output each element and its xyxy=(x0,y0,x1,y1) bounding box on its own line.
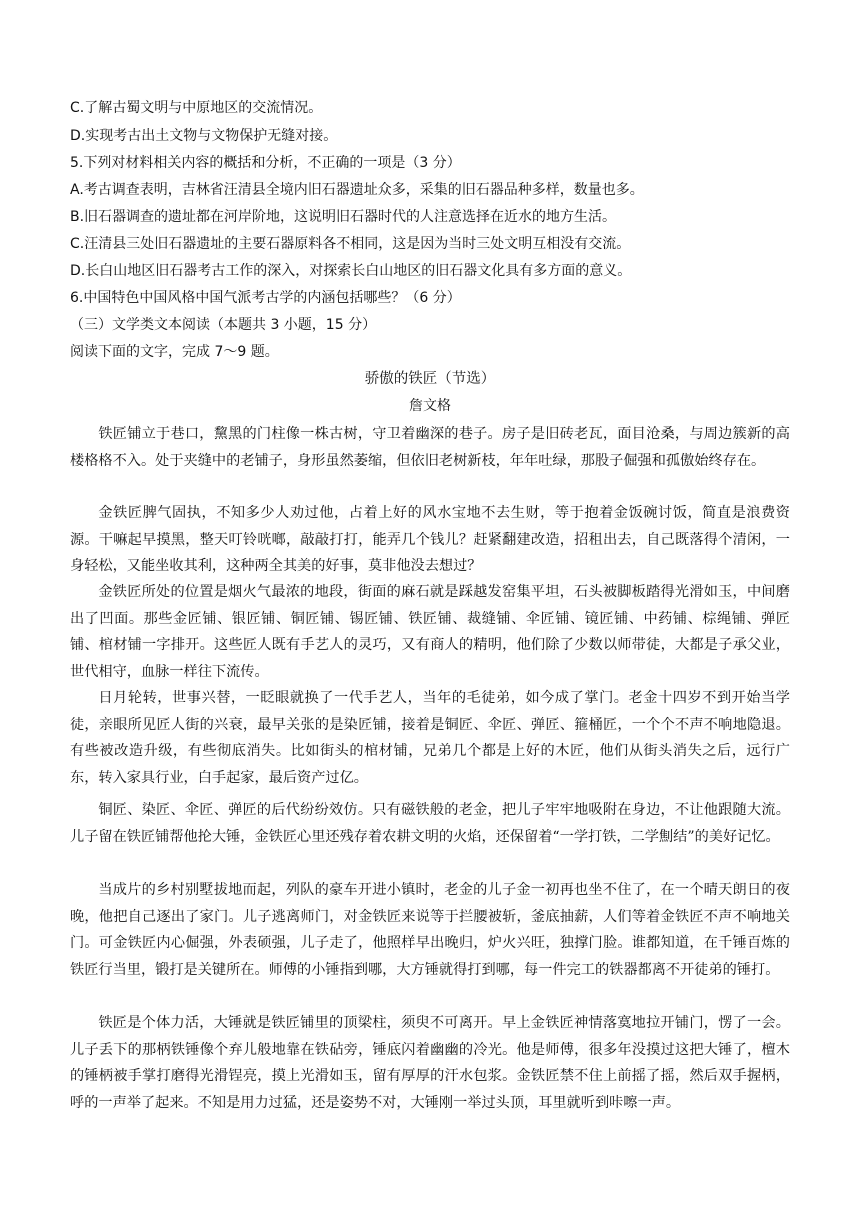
article-paragraph-3: 金铁匠所处的位置是烟火气最浓的地段，街面的麻石就是踩越发窑集平坦，石头被脚板踏得光滑如玉，中间磨出了凹面。那些金匠铺、银匠铺、铜匠铺、锡匠铺、铁匠铺、裁缝铺、伞匠铺、镜匠铺、中药铺、棕绳铺、弹匠铺、棺材铺一字排开。这些匠人既有手艺人的灵巧，又有商人的精明，他们除了少数以师带徒，大都是子承父业，世代相守，血脉一样往下流传。 xyxy=(70,584,790,680)
article-paragraph-1: 铁匠铺立于巷口，黧黑的门柱像一株古树，守卫着幽深的巷子。房子是旧砖老瓦，面目沧桑，与周边簇新的高楼格格不入。处于夹缝中的老铺子，身形虽然萎缩，但依旧老树新枝，年年吐绿，那股子倔强和孤傲始终存在。 xyxy=(70,426,790,469)
article-paragraph-7: 铁匠是个体力活，大锤就是铁匠铺里的顶梁柱，须臾不可离开。早上金铁匠神情落寞地拉开铺门，愣了一会。儿子丢下的那柄铁锤像个弃儿般地靠在铁砧旁，锤底闪着幽幽的冷光。他是师傅，很多年没摸过这把大锤了，檀木的锤柄被手掌打磨得光滑锃亮，摸上光滑如玉，留有厚厚的汗水包浆。金铁匠禁不住上前摇了摇，然后双手握柄，呼的一声举了起来。不知是用力过猛，还是姿势不对，大锤刚一举过头顶，耳里就听到咔嚓一声。 xyxy=(70,1015,790,1111)
question-5-option-a: A.考古调查表明，吉林省汪清县全境内旧石器遗址众多，采集的旧石器品种多样，数量也多。 xyxy=(70,182,644,198)
section-heading: （三）文学类文本阅读（本题共 3 小题，15 分） xyxy=(70,317,377,333)
article-paragraph-5: 铜匠、染匠、伞匠、弹匠的后代纷纷效仿。只有磁铁般的老金，把儿子牢牢地吸附在身边，不让他跟随大流。儿子留在铁匠铺帮他抡大锤，金铁匠心里还残存着农耕文明的火焰，还保留着“一学打铁，二学劁结”的美好记忆。 xyxy=(70,802,790,845)
article-paragraph-4: 日月轮转，世事兴替，一眨眼就换了一代手艺人，当年的毛徒弟，如今成了掌门。老金十四岁不到开始当学徒，亲眼所见匠人街的兴衰，最早关张的是染匠铺，接着是铜匠、伞匠、弹匠、箍桶匠，一个个不声不响地隐退。有些被改造升级，有些彻底消失。比如街头的棺材铺，兄弟几个都是上好的木匠，他们从街头消失之后，远行广东，转入家具行业，白手起家，最后资产过亿。 xyxy=(70,690,790,786)
question-6: 6.中国特色中国风格中国气派考古学的内涵包括哪些？（6 分） xyxy=(70,290,461,306)
article-paragraph-2: 金铁匠脾气固执，不知多少人劝过他，占着上好的风水宝地不去生财，等于抱着金饭碗讨饭，简直是浪费资源。干嘛起早摸黑，整天叮铃咣啷，敲敲打打，能弄几个钱儿？赶紧翻建改造，招租出去，自己既落得个清闲，一身轻松，又能坐收其利，这种两全其美的好事，莫非他没去想过？ xyxy=(70,505,790,574)
article-paragraph-6: 当成片的乡村别墅拔地而起，列队的豪车开进小镇时，老金的儿子金一初再也坐不住了，在一个晴天朗日的夜晚，他把自己逐出了家门。儿子逃离师门，对金铁匠来说等于拦腰被斩，釜底抽薪，人们等着金铁匠不声不响地关门。可金铁匠内心倔强，外表硕强，儿子走了，他照样早出晚归，炉火兴旺，独撑门脸。谁都知道，在千锤百炼的铁匠行当里，锻打是关键所在。师傅的小锤指到哪，大方锤就得打到哪，每一件完工的铁器都离不开徒弟的锤打。 xyxy=(70,882,790,978)
article-title: 骄傲的铁匠（节选） xyxy=(364,371,496,387)
question-5-option-c: C.汪清县三处旧石器遗址的主要石器原料各不相同，这是因为当时三处文明互相没有交流。 xyxy=(70,236,631,252)
article-author: 詹文格 xyxy=(409,398,451,414)
reading-instruction: 阅读下面的文字，完成 7～9 题。 xyxy=(70,344,279,360)
question-5: 5.下列对材料相关内容的概括和分析，不正确的一项是（3 分） xyxy=(70,155,461,171)
question-5-option-d: D.长白山地区旧石器考古工作的深入，对探索长白山地区的旧石器文化具有多方面的意义。 xyxy=(70,263,632,279)
question-5-option-b: B.旧石器调查的遗址都在河岸阶地，这说明旧石器时代的人注意选择在近水的地方生活。 xyxy=(70,209,617,225)
option-d-line: D.实现考古出土文物与文物保护无缝对接。 xyxy=(70,128,338,144)
option-c-line: C.了解古蜀文明与中原地区的交流情况。 xyxy=(70,100,323,116)
